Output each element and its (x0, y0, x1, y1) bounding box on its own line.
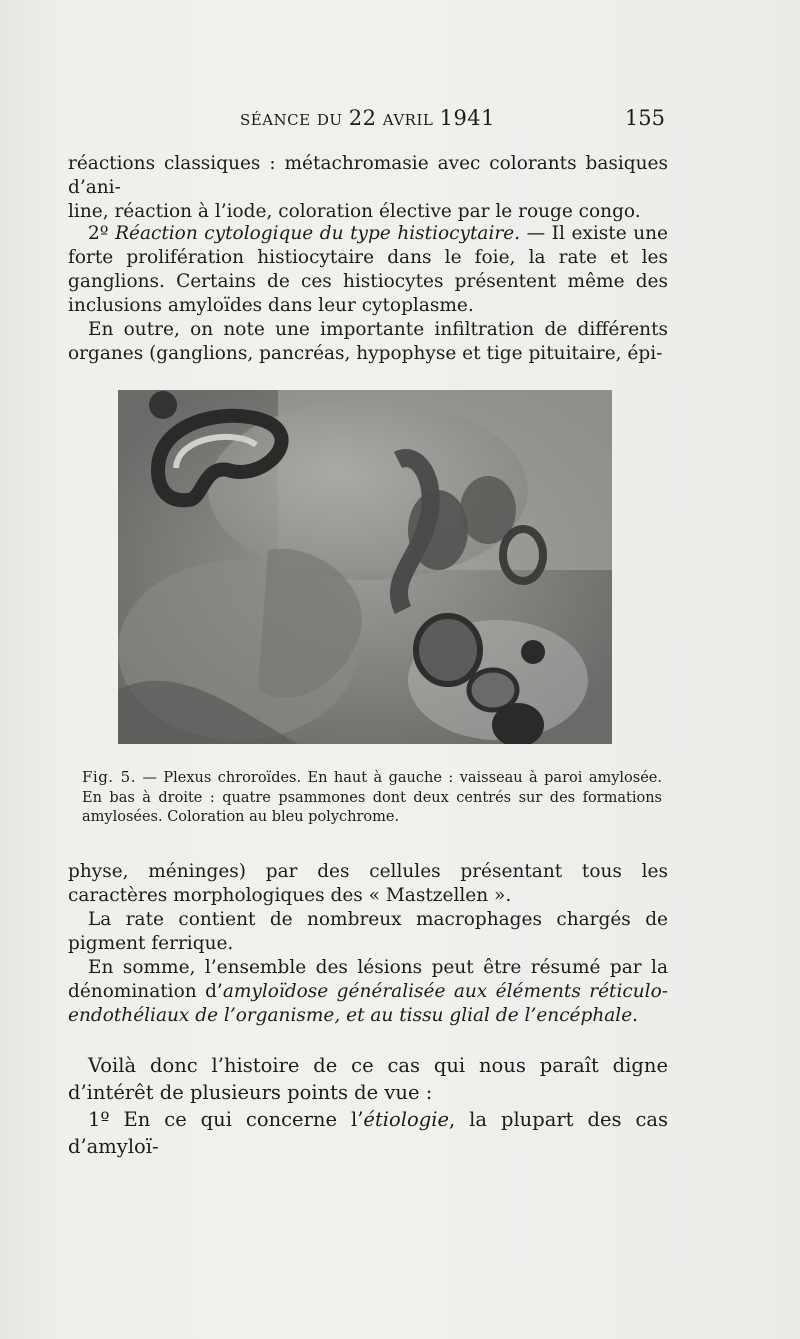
text-block-conclusion (68, 1052, 668, 1160)
paragraph-4: physe, méninges) par des cellules présentant tous les caractères morphologiques des « Mastzellen ». (68, 861, 668, 906)
running-head: SÉANCE DU 22 AVRIL 1941 (240, 106, 496, 130)
text-block-bottom (68, 860, 668, 1028)
text-block-histiocytaire (68, 222, 668, 366)
section-heading: Réaction cytologique du type histiocytaire. (115, 223, 521, 244)
figure-label: Fig. 5. (82, 768, 136, 786)
micrograph-image (118, 390, 612, 744)
paragraph-3: En outre, on note une importante infiltration de différents organes (ganglions, pancréas, hypophyse et tige pituitaire, épi- (68, 319, 668, 364)
page-header (70, 106, 670, 136)
paragraph-2: 2º Réaction cytologique du type histiocytaire. — Il existe une forte prolifération histiocytaire dans le foie, la rate et les ganglions. Certains de ces histiocytes présentent même des inclusions amyloïdes dans leur cytoplasme. (68, 223, 669, 316)
page-number: 155 (624, 106, 665, 130)
paragraph-8: 1º En ce qui concerne l’étiologie, la plupart des cas d’amyloï- (68, 1108, 668, 1158)
paragraph-6: En somme, l’ensemble des lésions peut être résumé par la dénomination d’amyloïdose généralisée aux éléments réticulo-endothéliaux de l’organisme, et au tissu glial de l’encéphale. (68, 957, 668, 1026)
paragraph-1: réactions classiques : métachromasie avec colorants basiques d’ani- line, réaction à l’iode, coloration élective par le rouge congo. (68, 153, 668, 222)
paragraph-7: Voilà donc l’histoire de ce cas qui nous paraît digne d’intérêt de plusieurs points de vue : (68, 1054, 668, 1104)
micrograph-figure (118, 390, 612, 744)
paragraph-5: La rate contient de nombreux macrophages chargés de pigment ferrique. (68, 909, 668, 954)
text-block-top (68, 152, 668, 224)
figure-caption: Fig. 5. — Plexus chroroïdes. En haut à gauche : vaisseau à paroi amylosée. En bas à droite : quatre psammones dont deux centrés sur des formations amylosées. Coloration au bleu polychrome. (82, 768, 662, 825)
